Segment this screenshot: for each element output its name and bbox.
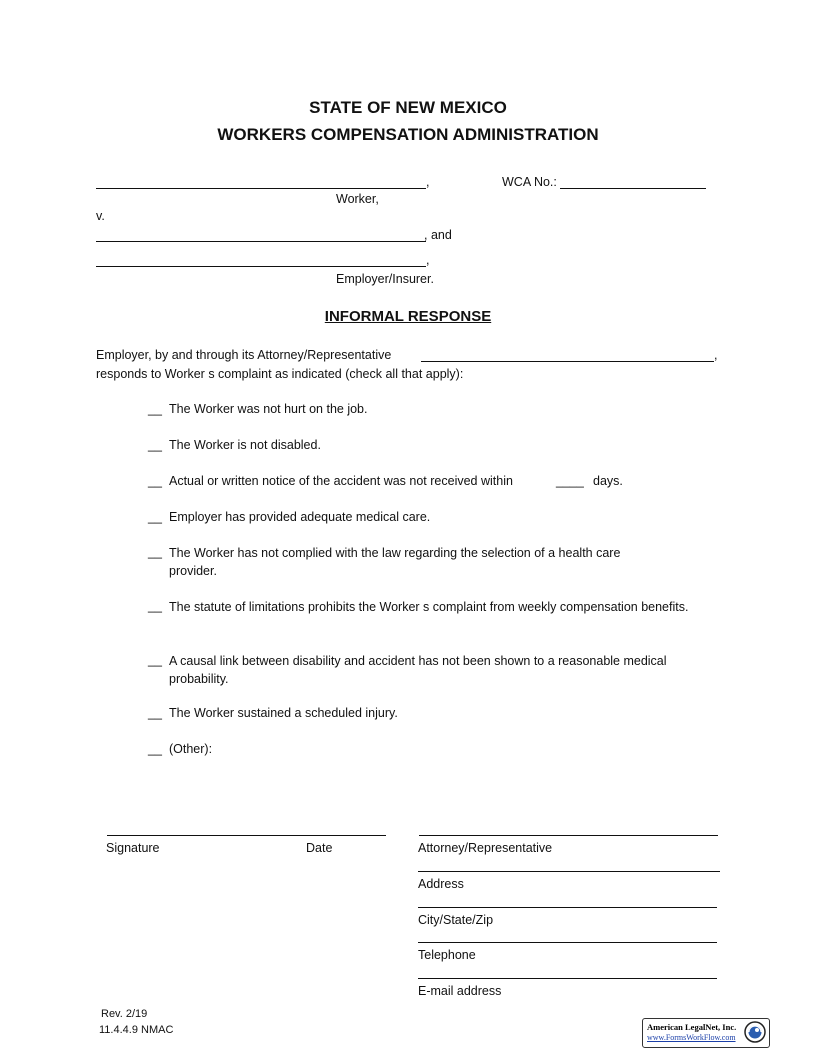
caption-comma: , — [426, 175, 430, 189]
globe-icon — [744, 1021, 766, 1043]
logo-url[interactable]: www.FormsWorkFlow.com — [647, 1033, 736, 1042]
revision-label: Rev. 2/19 — [101, 1008, 148, 1020]
checkbox-1[interactable]: __ — [148, 402, 162, 416]
item-statute-of-limitations: The statute of limitations prohibits the Worker s complaint from weekly compensation benefits. — [169, 600, 689, 614]
checkbox-4[interactable]: __ — [148, 510, 162, 524]
logo-name: American LegalNet, Inc. — [647, 1022, 737, 1032]
item-scheduled-injury: The Worker sustained a scheduled injury. — [169, 706, 398, 720]
employer-name-line[interactable] — [96, 241, 426, 242]
attorney-label: Attorney/Representative — [418, 841, 553, 855]
telephone-line[interactable] — [418, 942, 717, 943]
item-other: (Other): — [169, 742, 213, 756]
notice-days-label: days. — [593, 474, 623, 488]
checkbox-6[interactable]: __ — [148, 599, 162, 613]
american-legalnet-logo[interactable] — [642, 1018, 770, 1048]
notice-days-blank[interactable]: ____ — [556, 474, 584, 488]
section-title: INFORMAL RESPONSE — [324, 308, 492, 325]
intro-line-1: Employer, by and through its Attorney/Representative — [96, 348, 392, 362]
signature-line[interactable] — [107, 835, 386, 836]
email-line[interactable] — [418, 978, 717, 979]
employer-insurer-label: Employer/Insurer. — [336, 272, 434, 286]
item-medical-care: Employer has provided adequate medical care. — [169, 510, 431, 524]
email-label: E-mail address — [418, 984, 502, 998]
caption-comma-2: , — [426, 253, 430, 267]
attorney-representative-line[interactable] — [421, 361, 714, 362]
versus-label: v. — [96, 209, 105, 223]
city-state-zip-label: City/State/Zip — [418, 913, 494, 927]
intro-line-2: responds to Worker s complaint as indicated (check all that apply): — [96, 367, 464, 381]
address-label: Address — [418, 877, 464, 891]
worker-name-line[interactable] — [96, 188, 426, 189]
checkbox-3[interactable]: __ — [148, 474, 162, 488]
checkbox-9[interactable]: __ — [148, 742, 162, 756]
checkbox-8[interactable]: __ — [148, 706, 162, 720]
item-notice: Actual or written notice of the accident was not received within — [169, 474, 513, 488]
item-causal-link: A causal link between disability and accident has not been shown to a reasonable medical probability. — [169, 654, 667, 686]
worker-label: Worker, — [336, 192, 379, 206]
address-line[interactable] — [418, 871, 720, 872]
checkbox-5[interactable]: __ — [148, 545, 162, 559]
date-label: Date — [306, 841, 333, 855]
wca-label: WCA No.: — [502, 175, 557, 189]
signature-label: Signature — [106, 841, 160, 855]
telephone-label: Telephone — [418, 948, 476, 962]
title-state: STATE OF NEW MEXICO — [309, 98, 507, 117]
wca-number-line[interactable] — [560, 188, 706, 189]
insurer-name-line[interactable] — [96, 266, 426, 267]
nmac-code: 11.4.4.9 NMAC — [99, 1024, 174, 1036]
title-agency: WORKERS COMPENSATION ADMINISTRATION — [217, 125, 599, 144]
item-not-disabled: The Worker is not disabled. — [169, 438, 321, 452]
and-label: , and — [424, 228, 452, 242]
checkbox-7[interactable]: __ — [148, 653, 162, 667]
checkbox-2[interactable]: __ — [148, 438, 162, 452]
attorney-line[interactable] — [419, 835, 718, 836]
intro-comma: , — [714, 348, 718, 362]
item-not-hurt: The Worker was not hurt on the job. — [169, 402, 368, 416]
city-state-zip-line[interactable] — [418, 907, 717, 908]
item-health-care-provider: The Worker has not complied with the law regarding the selection of a health care provider. — [169, 546, 621, 578]
